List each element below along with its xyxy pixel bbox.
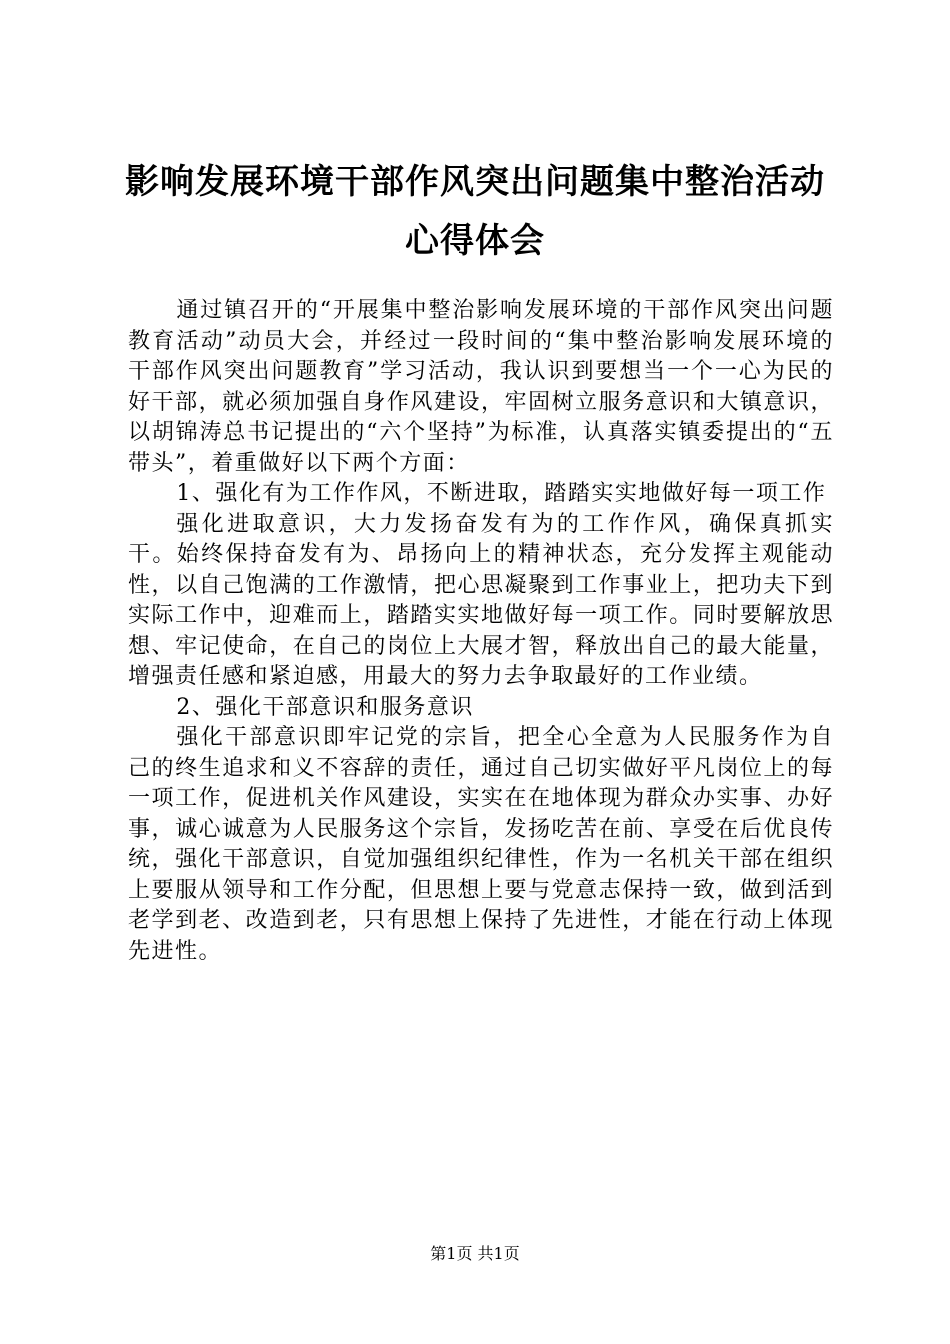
section-heading-1: 1、强化有为工作作风，不断进取，踏踏实实地做好每一项工作 [176,481,827,506]
document-title-line-1: 影响发展环境干部作风突出问题集中整治活动 [125,162,825,202]
section-heading-2: 2、强化干部意识和服务意识 [176,694,474,720]
document-body [128,296,834,967]
page-footer: 第1页 共1页 [430,1244,520,1263]
document-title-line-2: 心得体会 [405,221,545,261]
body-paragraph-intro: 通过镇召开的“开展集中整治影响发展环境的干部作风突出问题教育活动”动员大会，并经过一段时间的“集中整治影响发展环境的干部作风突出问题教育”学习活动，我认识到要想当一个一心为民的好干部，就必须加强自身作风建设，牢固树立服务意识和大镇意识，以胡锦涛总书记提出的“六个坚持”为标准，认真落实镇委提出的“五带头”，着重做好以下两个方面： [128,298,834,476]
body-paragraph-section-1: 强化进取意识，大力发扬奋发有为的工作作风，确保真抓实干。始终保持奋发有为、昂扬向上的精神状态，充分发挥主观能动性，以自己饱满的工作激情，把心思凝聚到工作事业上，把功夫下到实际工作中，迎难而上，踏踏实实地做好每一项工作。同时要解放思想、牢记使命，在自己的岗位上大展才智，释放出自己的最大能量，增强责任感和紧迫感，用最大的努力去争取最好的工作业绩。 [128,511,834,689]
body-paragraph-section-2: 强化干部意识即牢记党的宗旨，把全心全意为人民服务作为自己的终生追求和义不容辞的责任，通过自己切实做好平凡岗位上的每一项工作，促进机关作风建设，实实在在地体现为群众办实事、办好事，诚心诚意为人民服务这个宗旨，发扬吃苦在前、享受在后优良传统，强化干部意识，自觉加强组织纪律性，作为一名机关干部在组织上要服从领导和工作分配，但思想上要与党意志保持一致，做到活到老学到老、改造到老，只有思想上保持了先进性，才能在行动上体现先进性。 [128,725,834,964]
